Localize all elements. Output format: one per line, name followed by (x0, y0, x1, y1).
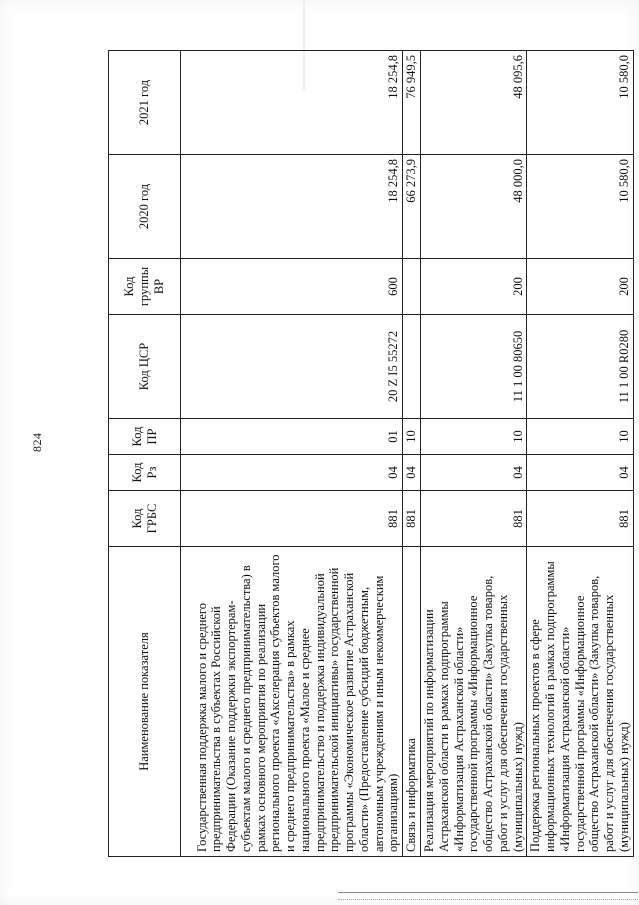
header-2021: 2021 год (109, 51, 181, 155)
row-rz: 04 (181, 455, 403, 491)
row-pr: 10 (403, 419, 421, 455)
row-csr: 11 1 00 R0280 (527, 315, 633, 419)
row-vr: 200 (527, 259, 633, 315)
row-2021: 48 095,6 (421, 51, 527, 155)
row-rz: 04 (421, 455, 527, 491)
header-vr: Код группы ВР (109, 259, 181, 315)
row-vr (403, 259, 421, 315)
row-vr: 200 (421, 259, 527, 315)
header-csr: Код ЦСР (109, 315, 181, 419)
row-vr: 600 (181, 259, 403, 315)
page-number: 824 (30, 432, 44, 452)
row-name: Государственная поддержка малого и среднего предпринимательства в субъектах Российской Федерации (Оказание поддержки экспортерам-субъектам малого и среднего предпринимательства) в рамках основного мероприятия по реализации регионального проекта «Акселерация субъектов малого и среднего предпринимательства» в рамках национального проекта «Малое и среднее предпринимательство и поддержка индивидуальной предпринимательской инициативы» государственной программы «Экономическое развитие Астраханской области» (Предоставление субсидий бюджетным, автономным учреждениям и иным некоммерческим организациям) (181, 547, 403, 857)
header-2020: 2020 год (109, 155, 181, 259)
scan-bottom-dotted-rule (338, 899, 638, 901)
budget-table (108, 50, 634, 857)
row-grbs: 881 (403, 491, 421, 547)
row-2020: 48 000,0 (421, 155, 527, 259)
row-pr: 10 (527, 419, 633, 455)
row-csr: 20 Z I5 55272 (181, 315, 403, 419)
row-2021: 18 254,8 (181, 51, 403, 155)
row-2021: 10 580,0 (527, 51, 633, 155)
row-2020: 66 273,9 (403, 155, 421, 259)
row-name: Поддержка региональных проектов в сфере информационных технологий в рамках подпрограммы «Информатизация Астраханской области» государственной программы «Информационное общество Астраханской области» (Закупка товаров, работ и услуг для обеспечения государственных (муниципальных) нужд) (527, 547, 633, 857)
row-csr: 11 1 00 80650 (421, 315, 527, 419)
header-name: Наименование показателя (109, 547, 181, 857)
row-rz: 04 (527, 455, 633, 491)
table-row (181, 51, 403, 857)
table-row (403, 51, 421, 857)
row-pr: 10 (421, 419, 527, 455)
row-pr: 01 (181, 419, 403, 455)
rotated-table-container (108, 51, 631, 857)
table-header-row (109, 51, 181, 857)
row-2021: 76 949,5 (403, 51, 421, 155)
row-grbs: 881 (421, 491, 527, 547)
header-grbs: Код ГРБС (109, 491, 181, 547)
row-grbs: 881 (181, 491, 403, 547)
header-rz: Код Рз (109, 455, 181, 491)
header-pr: Код ПР (109, 419, 181, 455)
row-rz: 04 (403, 455, 421, 491)
table-row (421, 51, 527, 857)
row-name: Реализация мероприятий по информатизации Астраханской области в рамках подпрограммы «Информатизация Астраханской области» государственной программы «Информационное общество Астраханской области» (Закупка товаров, работ и услуг для обеспечения государственных (муниципальных) нужд) (421, 547, 527, 857)
row-csr (403, 315, 421, 419)
table-row (527, 51, 633, 857)
scan-bottom-rule (338, 892, 638, 893)
row-2020: 18 254,8 (181, 155, 403, 259)
row-grbs: 881 (527, 491, 633, 547)
row-2020: 10 580,0 (527, 155, 633, 259)
row-name: Связь и информатика (403, 547, 421, 857)
